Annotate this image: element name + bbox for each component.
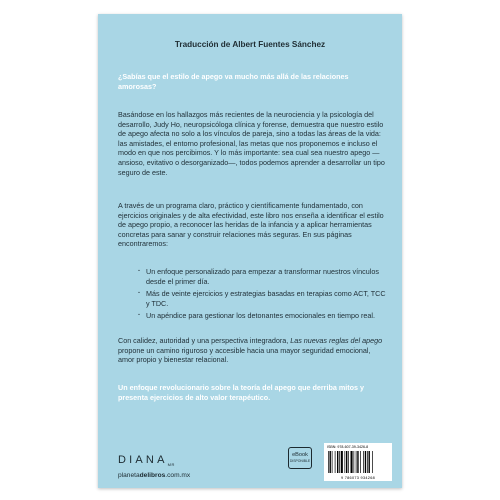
website-prefix: planeta xyxy=(118,472,140,479)
intro-question: ¿Sabías que el estilo de apego va mucho más allá de las relaciones amorosas? xyxy=(118,72,349,91)
website-bold: delibros xyxy=(139,472,166,479)
book-title-italic: Las nuevas reglas del apego xyxy=(290,336,383,345)
website-suffix: .com.mx xyxy=(165,472,191,479)
publisher-website xyxy=(118,472,190,479)
feature-list xyxy=(138,267,388,324)
isbn-text: ISBN: 978-607-39-3426-8 xyxy=(327,445,369,449)
feature-list-item: · Más de veinte ejercicios y estrategias basadas en terapias como ACT, TCC y TDC. xyxy=(138,289,388,308)
barcode-number: 9 786073 934268 xyxy=(340,476,376,480)
ebook-sub: DISPONIBLE xyxy=(289,459,311,463)
description-paragraph-3 xyxy=(118,336,388,365)
description-paragraph-1: Basándose en los hallazgos más recientes de la neurociencia y la psicología del desarrollo, Judy Ho, neuropsicóloga clínica y forense, demuestra que nuestro estilo de apego afecta no solo a los vínculos de pareja, sino a todas las áreas de la vida: las amistades, el entorno profesional, las metas que nos proponemos e incluso el modo en que nos percibimos. Y lo más importante: sea cual sea nuestro apego —ansioso, evitativo o desorganizado—, todos podemos aprender a desarrollar un tipo seguro de este. xyxy=(118,110,385,177)
feature-list-item: · Un apéndice para gestionar los detonantes emocionales en tiempo real. xyxy=(138,311,388,321)
ebook-label: eBook xyxy=(292,452,308,458)
barcode-bars xyxy=(328,451,388,473)
isbn-barcode xyxy=(324,443,392,481)
feature-list-item: · Un enfoque personalizado para empezar a transformar nuestros vínculos desde el primer día. xyxy=(138,267,388,286)
publisher-logo-text: DIANA xyxy=(118,454,168,466)
book-back-cover xyxy=(98,14,402,488)
description-paragraph-2: A través de un programa claro, práctico y científicamente fundamentado, con ejercicios originales y de alta efectividad, este libro nos enseña a identificar el estilo de apego propio, a reconocer las heridas de la infancia y a aplicar herramientas concretas para sanar y construir relaciones más seguras. En sus páginas encontraremos: xyxy=(118,201,384,249)
paragraph-3-text-start: Con calidez, autoridad y una perspectiva integradora, xyxy=(118,336,291,345)
publisher-logo xyxy=(118,454,175,467)
ebook-badge xyxy=(288,447,312,469)
publisher-logo-mark: MR xyxy=(167,462,175,468)
paragraph-3-text-end: propone un camino riguroso y accesible hacia una mayor seguridad emocional, amor propio y bienestar relacional. xyxy=(118,345,371,365)
translator-credit: Traducción de Albert Fuentes Sánchez xyxy=(174,40,326,49)
closing-statement: Un enfoque revolucionario sobre la teoría del apego que derriba mitos y presenta ejercicios de alto valor terapéutico. xyxy=(118,383,365,402)
